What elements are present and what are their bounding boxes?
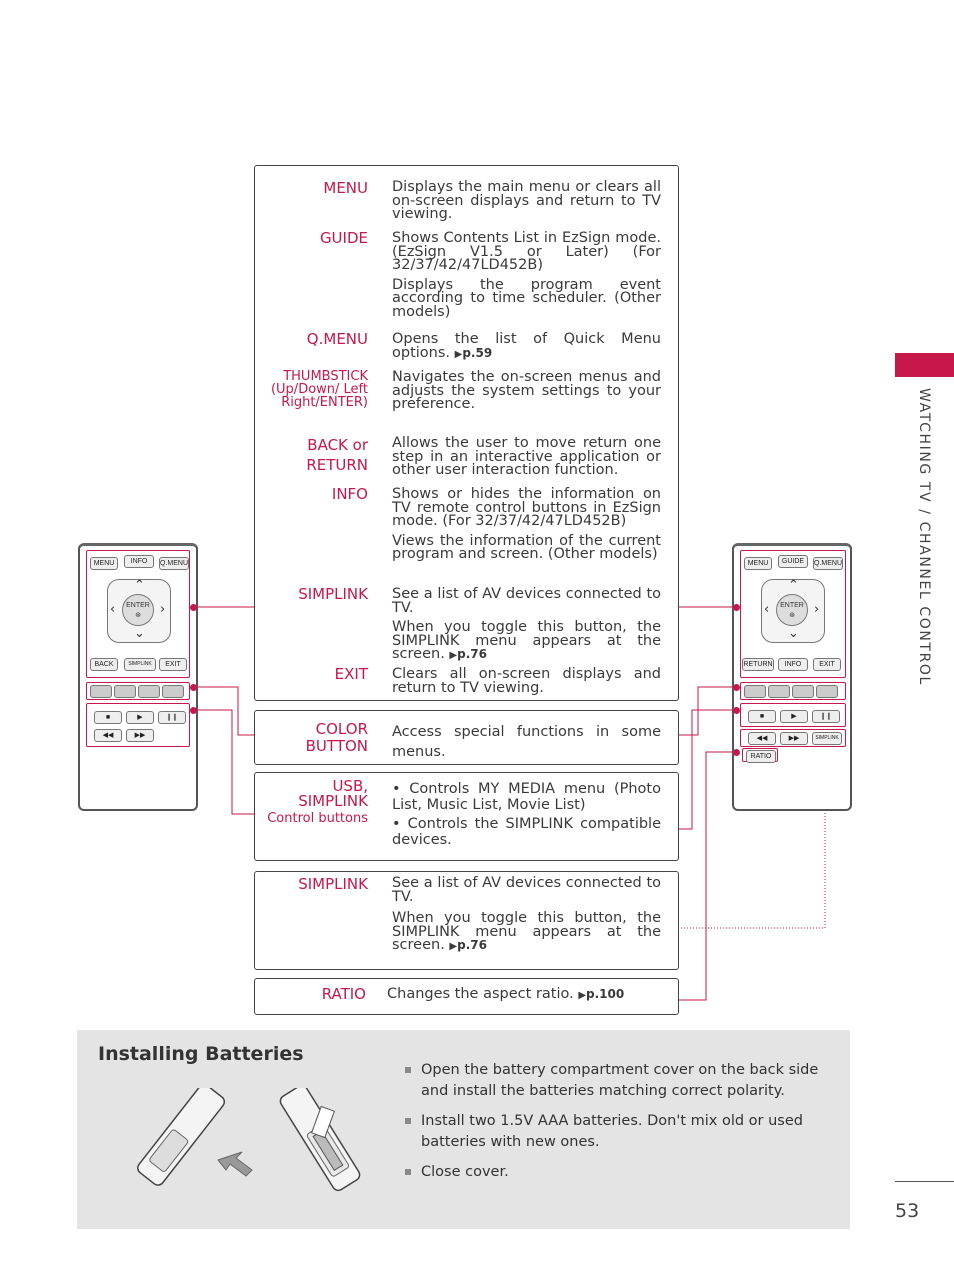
arrow-right-icon: ▶	[449, 941, 458, 952]
color-button-desc: Access special functions in some menus.	[392, 724, 661, 760]
stop-icon[interactable]: ■	[748, 710, 776, 723]
chevron-up-icon: ⌃	[134, 578, 145, 593]
remote-right-guide-button[interactable]: GUIDE	[778, 555, 808, 568]
chevron-down-icon: ⌄	[788, 626, 799, 641]
remote-left-enter-button[interactable]: ENTER ⊛	[122, 594, 154, 626]
remote-left-red-button[interactable]	[90, 685, 112, 698]
fast-forward-icon[interactable]: ▶▶	[780, 732, 808, 745]
rewind-icon[interactable]: ◀◀	[748, 732, 776, 745]
remote-right-enter-button[interactable]: ENTER ⊛	[776, 594, 808, 626]
remote-right-thumbstick[interactable]	[761, 579, 825, 643]
callout-dot	[733, 604, 740, 611]
menu-label: MENU	[323, 179, 368, 197]
battery-illustration	[130, 1088, 370, 1198]
qmenu-desc: Opens the list of Quick Menu options. ▶p.59	[392, 331, 661, 361]
play-icon[interactable]: ▶	[126, 711, 154, 724]
thumbstick-desc: Navigates the on-screen menus and adjusts the system settings to your preference.	[392, 369, 661, 412]
remote-right-return-button[interactable]: RETURN	[742, 658, 774, 671]
info-label: INFO	[331, 485, 368, 503]
callout-dot	[190, 604, 197, 611]
remote-right-qmenu-button[interactable]: Q.MENU	[813, 557, 843, 570]
play-icon[interactable]: ▶	[780, 710, 808, 723]
info-desc: Shows or hides the information on TV remote control buttons in EzSign mode. (For 32/37/42/47LD452B) Views the information of the current program and screen. (Other models)	[392, 486, 661, 562]
callout-dot	[190, 707, 197, 714]
chevron-up-icon: ⌃	[788, 578, 799, 593]
usb-desc: • Controls MY MEDIA menu (Photo List, Music List, Movie List) • Controls the SIMPLINK compatible devices.	[392, 781, 661, 848]
remote-right-red-button[interactable]	[744, 685, 766, 698]
list-item: Open the battery compartment cover on the back side and install the batteries matching correct polarity.	[405, 1060, 820, 1101]
ratio-desc: Changes the aspect ratio. ▶p.100	[387, 986, 625, 1002]
callout-dot	[733, 749, 740, 756]
batteries-title: Installing Batteries	[98, 1043, 304, 1065]
batteries-steps	[405, 1060, 820, 1193]
remote-right	[732, 543, 852, 811]
remote-left-back-button[interactable]: BACK	[90, 658, 118, 671]
remote-left-exit-button[interactable]: EXIT	[159, 658, 187, 671]
rewind-icon[interactable]: ◀◀	[94, 729, 122, 742]
remote-left-menu-button[interactable]: MENU	[90, 557, 118, 570]
chevron-right-icon: ›	[814, 602, 820, 617]
page-number: 53	[895, 1200, 920, 1222]
guide-label: GUIDE	[319, 229, 368, 247]
remote-right-menu-button[interactable]: MENU	[744, 557, 772, 570]
remote-right-info-button[interactable]: INFO	[778, 658, 808, 671]
arrow-right-icon: ▶	[454, 348, 463, 360]
pause-icon[interactable]: ❙❙	[812, 710, 840, 723]
arrow-right-icon: ▶	[449, 650, 458, 661]
callout-dot	[733, 684, 740, 691]
back-label: BACK or RETURN	[306, 436, 368, 474]
remote-left-blue-button[interactable]	[162, 685, 184, 698]
remote-right-yellow-button[interactable]	[792, 685, 814, 698]
list-item: Close cover.	[405, 1162, 820, 1183]
usb-sublabel: Control buttons	[267, 811, 368, 826]
remote-left-thumbstick[interactable]	[107, 579, 171, 643]
stop-icon[interactable]: ■	[94, 711, 122, 724]
remote-right-green-button[interactable]	[768, 685, 790, 698]
section-title: WATCHING TV / CHANNEL CONTROL	[916, 388, 932, 686]
callout-dot	[733, 707, 740, 714]
simplink2-desc: See a list of AV devices connected to TV. When you toggle this button, the SIMPLINK menu appears at the screen. ▶p.76	[392, 875, 661, 953]
remote-left-qmenu-button[interactable]: Q.MENU	[159, 557, 189, 570]
exit-label: EXIT	[334, 665, 368, 683]
fast-forward-icon[interactable]: ▶▶	[126, 729, 154, 742]
qmenu-label: Q.MENU	[306, 330, 368, 348]
remote-right-simplink-button[interactable]: SIMPLINK	[812, 732, 842, 745]
remote-left-simplink-button[interactable]: SIMPLINK	[124, 658, 156, 671]
menu-desc: Displays the main menu or clears all on-screen displays and return to TV viewing.	[392, 179, 661, 222]
arrow-right-icon: ▶	[578, 990, 587, 1001]
simplink-label: SIMPLINK	[298, 585, 368, 603]
list-item: Install two 1.5V AAA batteries. Don't mix old or used batteries with new ones.	[405, 1111, 820, 1152]
remote-right-exit-button[interactable]: EXIT	[813, 658, 841, 671]
chevron-left-icon: ‹	[764, 602, 770, 617]
remote-left-green-button[interactable]	[114, 685, 136, 698]
guide-desc: Shows Contents List in EzSign mode. (EzSign V1.5 or Later) (For 32/37/42/47LD452B) Displays the program event according to time scheduler. (Other models)	[392, 230, 661, 320]
simplink2-label: SIMPLINK	[298, 875, 368, 893]
remote-right-blue-button[interactable]	[816, 685, 838, 698]
thumbstick-label: THUMBSTICK (Up/Down/ Left Right/ENTER)	[270, 369, 368, 410]
color-button-label: COLOR BUTTON	[305, 720, 368, 755]
remote-left	[78, 543, 198, 811]
ratio-label: RATIO	[321, 985, 366, 1003]
remote-right-ratio-button[interactable]: RATIO	[746, 750, 776, 763]
remote-left-yellow-button[interactable]	[138, 685, 160, 698]
usb-label: USB, SIMPLINK	[298, 777, 368, 810]
exit-desc: Clears all on-screen displays and return to TV viewing.	[392, 666, 661, 696]
back-desc: Allows the user to move return one step in an interactive application or other user interaction function.	[392, 435, 661, 478]
chevron-left-icon: ‹	[110, 602, 116, 617]
simplink-desc: See a list of AV devices connected to TV. When you toggle this button, the SIMPLINK menu appears at the screen. ▶p.76	[392, 586, 661, 662]
remote-left-info-button[interactable]: INFO	[124, 555, 154, 568]
chevron-down-icon: ⌄	[134, 626, 145, 641]
callout-dot	[190, 684, 197, 691]
pause-icon[interactable]: ❙❙	[158, 711, 186, 724]
chevron-right-icon: ›	[160, 602, 166, 617]
